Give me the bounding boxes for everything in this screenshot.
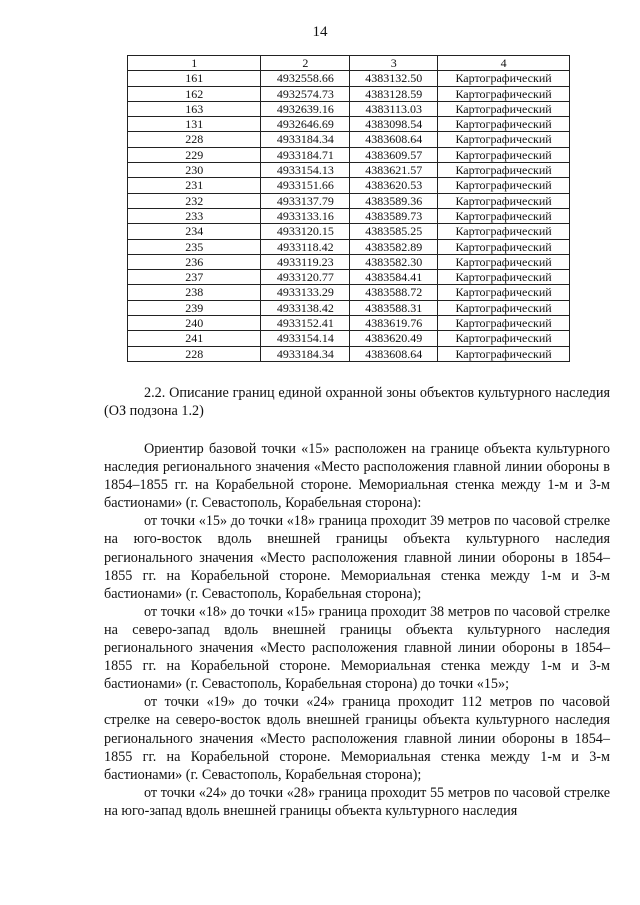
table-row — [128, 132, 570, 147]
table-row — [128, 117, 570, 132]
table-cell: 4933138.42 — [261, 300, 350, 315]
table-row — [128, 208, 570, 223]
table-body — [128, 71, 570, 362]
table-cell: 236 — [128, 254, 261, 269]
table-cell: Картографический — [438, 178, 570, 193]
column-header: 2 — [261, 56, 350, 71]
table-cell: 4383589.36 — [350, 193, 438, 208]
table-cell: 4933133.16 — [261, 208, 350, 223]
table-cell: 4383620.53 — [350, 178, 438, 193]
table-cell: 233 — [128, 208, 261, 223]
table-cell: 239 — [128, 300, 261, 315]
table-cell: 4383098.54 — [350, 117, 438, 132]
table-cell: 4933119.23 — [261, 254, 350, 269]
table-cell: 4932639.16 — [261, 101, 350, 116]
table-cell: Картографический — [438, 163, 570, 178]
table-row — [128, 178, 570, 193]
table-row — [128, 331, 570, 346]
table-cell: 238 — [128, 285, 261, 300]
table-row — [128, 316, 570, 331]
table-cell: 4383582.89 — [350, 239, 438, 254]
table-cell: Картографический — [438, 117, 570, 132]
paragraph: от точки «18» до точки «15» граница проходит 38 метров по часовой стрелке на северо-запад вдоль внешней границы объекта культурного наследия регионального значения «Место расположения главной линии обороны в 1854–1855 гг. на Корабельной стороне. Мемориальная стенка между 1-м и 3-м бастионами» (г. Севастополь, Корабельная сторона) до точки «15»; — [104, 603, 610, 693]
table-cell: Картографический — [438, 346, 570, 361]
table-cell: 4933120.77 — [261, 270, 350, 285]
table-cell: 4932646.69 — [261, 117, 350, 132]
table-cell: 4933184.34 — [261, 346, 350, 361]
table-cell: Картографический — [438, 285, 570, 300]
table-row — [128, 346, 570, 361]
table-cell: 4383588.72 — [350, 285, 438, 300]
coordinates-table — [127, 55, 570, 362]
column-header: 1 — [128, 56, 261, 71]
table-cell: Картографический — [438, 254, 570, 269]
table-cell: 4933154.13 — [261, 163, 350, 178]
table-cell: 4383608.64 — [350, 346, 438, 361]
table-cell: 4383128.59 — [350, 86, 438, 101]
table-cell: 131 — [128, 117, 261, 132]
table-cell: 4383621.57 — [350, 163, 438, 178]
table-row — [128, 163, 570, 178]
table-cell: Картографический — [438, 224, 570, 239]
table-cell: Картографический — [438, 193, 570, 208]
table-cell: Картографический — [438, 331, 570, 346]
table-row — [128, 254, 570, 269]
table-cell: 4383113.03 — [350, 101, 438, 116]
table-cell: 231 — [128, 178, 261, 193]
section-heading — [104, 384, 610, 420]
table-row — [128, 147, 570, 162]
table-row — [128, 239, 570, 254]
table-cell: 228 — [128, 132, 261, 147]
table-row — [128, 224, 570, 239]
table-cell: 4933137.79 — [261, 193, 350, 208]
table-cell: 230 — [128, 163, 261, 178]
table-row — [128, 71, 570, 86]
table-cell: 163 — [128, 101, 261, 116]
table-cell: 4383620.49 — [350, 331, 438, 346]
table-cell: Картографический — [438, 132, 570, 147]
table-cell: 4933118.42 — [261, 239, 350, 254]
table-cell: 241 — [128, 331, 261, 346]
table-cell: 232 — [128, 193, 261, 208]
table-cell: 4933184.71 — [261, 147, 350, 162]
table-cell: 235 — [128, 239, 261, 254]
section-heading-text: 2.2. Описание границ единой охранной зоны объектов культурного наследия (ОЗ подзона 1.2) — [104, 385, 610, 420]
table-row — [128, 86, 570, 101]
table-cell: Картографический — [438, 101, 570, 116]
table-cell: 4933154.14 — [261, 331, 350, 346]
paragraph: от точки «19» до точки «24» граница проходит 112 метров по часовой стрелке на северо-восток вдоль внешней границы объекта культурного наследия регионального значения «Место расположения главной линии обороны в 1854–1855 гг. на Корабельной стороне. Мемориальная стенка между 1-м и 3-м бастионами» (г. Севастополь, Корабельная сторона); — [104, 694, 610, 783]
table-cell: 228 — [128, 346, 261, 361]
table-cell: 240 — [128, 316, 261, 331]
column-header: 4 — [438, 56, 570, 71]
page-number: 14 — [312, 24, 328, 40]
table-row — [128, 101, 570, 116]
paragraph: от точки «15» до точки «18» граница проходит 39 метров по часовой стрелке на юго-восток вдоль внешней границы объекта культурного наследия регионального значения «Место расположения главной линии обороны в 1854–1855 гг. на Корабельной стороне. Мемориальная стенка между 1-м и 3-м бастионами» (г. Севастополь, Корабельная сторона); — [104, 513, 610, 602]
table-cell: 4933152.41 — [261, 316, 350, 331]
table-row — [128, 193, 570, 208]
table-cell: 4383608.64 — [350, 132, 438, 147]
table-cell: 4383588.31 — [350, 300, 438, 315]
table-cell: 161 — [128, 71, 261, 86]
table-cell: 4383589.73 — [350, 208, 438, 223]
table-cell: Картографический — [438, 86, 570, 101]
table-cell: 4383619.76 — [350, 316, 438, 331]
table-cell: 4383585.25 — [350, 224, 438, 239]
table-cell: Картографический — [438, 270, 570, 285]
table-cell: 229 — [128, 147, 261, 162]
table-row — [128, 300, 570, 315]
table-cell: 162 — [128, 86, 261, 101]
table-cell: 4932558.66 — [261, 71, 350, 86]
table-cell: 234 — [128, 224, 261, 239]
table-cell: Картографический — [438, 239, 570, 254]
table-cell: Картографический — [438, 316, 570, 331]
table-cell: Картографический — [438, 208, 570, 223]
paragraph: от точки «24» до точки «28» граница проходит 55 метров по часовой стрелке на юго-запад вдоль внешней границы объекта культурного наследия — [104, 784, 610, 819]
table-cell: 4933133.29 — [261, 285, 350, 300]
table-cell: Картографический — [438, 71, 570, 86]
table-cell: 4383132.50 — [350, 71, 438, 86]
table-header-row — [128, 56, 570, 71]
table-cell: 4933120.15 — [261, 224, 350, 239]
paragraph: Ориентир базовой точки «15» расположен на границе объекта культурного наследия регионального значения «Место расположения главной линии обороны в 1854–1855 гг. на Корабельной стороне. Мемориальная стенка между 1-м и 3-м бастионами» (г. Севастополь, Корабельная сторона): — [104, 441, 610, 512]
table-cell: 4933184.34 — [261, 132, 350, 147]
table-cell: Картографический — [438, 300, 570, 315]
table-row — [128, 270, 570, 285]
table-cell: Картографический — [438, 147, 570, 162]
table-cell: 4383609.57 — [350, 147, 438, 162]
table-row — [128, 285, 570, 300]
column-header: 3 — [350, 56, 438, 71]
table-cell: 4932574.73 — [261, 86, 350, 101]
table-cell: 4383582.30 — [350, 254, 438, 269]
body-text — [104, 440, 610, 820]
table-cell: 4383584.41 — [350, 270, 438, 285]
table-cell: 237 — [128, 270, 261, 285]
table-cell: 4933151.66 — [261, 178, 350, 193]
